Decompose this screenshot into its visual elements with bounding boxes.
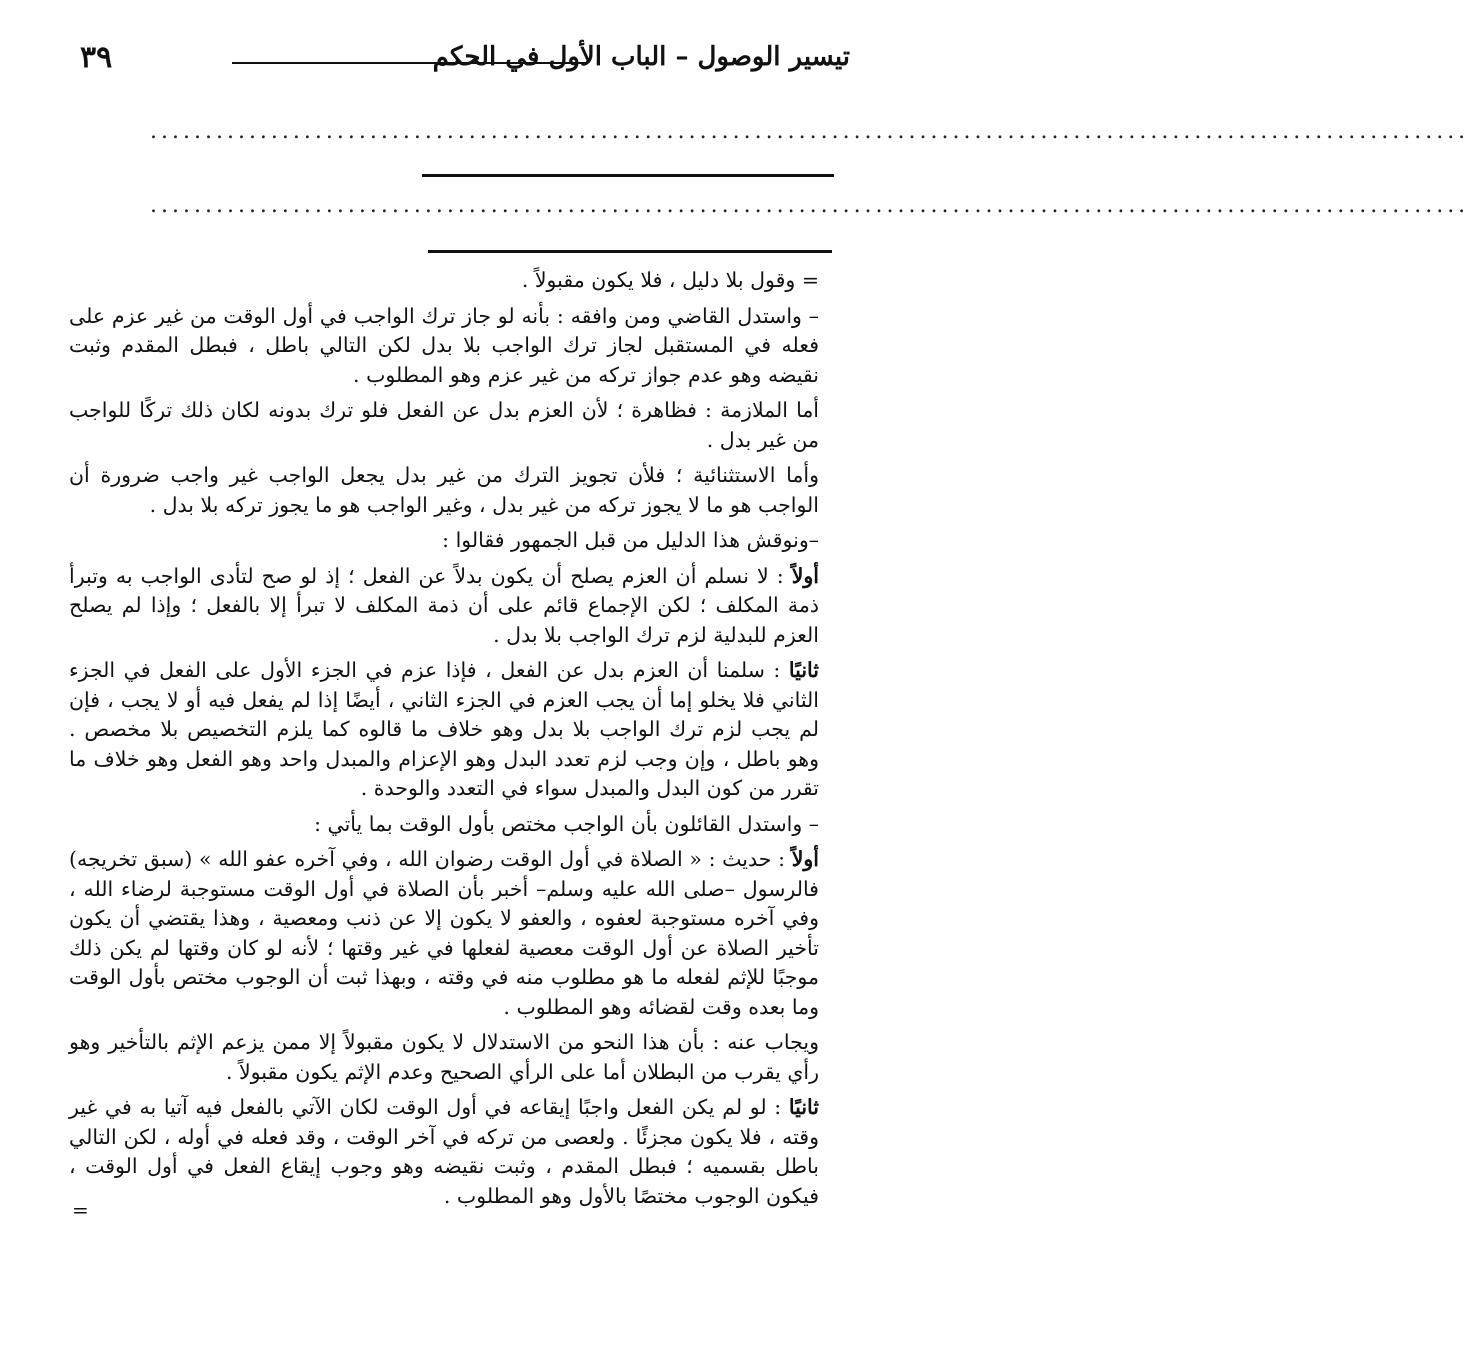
paragraph <box>69 1028 819 1087</box>
paragraph-text: – واستدل القاضي ومن وافقه : بأنه لو جاز ترك الواجب في أول الوقت من غير عزم على فعله في المستقبل لجاز ترك الواجب بلا بدل لكن التالي باطل ، فبطل المقدم وثبت نقيضه وهو عدم جواز تركه من غير عزم وهو المطلوب . <box>69 303 819 387</box>
paragraph <box>69 302 819 391</box>
paragraph-text: ويجاب عنه : بأن هذا النحو من الاستدلال لا يكون مقبولاً إلا ممن يزعم الإثم بالتأخير وهو رأي يقرب من البطلان أما على الرأي الصحيح وعدم الإثم يكون مقبولاً . <box>69 1030 819 1084</box>
paragraph-lead: ثانيًا <box>788 658 819 682</box>
paragraph <box>69 266 819 296</box>
paragraph-text: : لو لم يكن الفعل واجبًا إيقاعه في أول الوقت لكان الآتي بالفعل فيه آتيا به في غير وقته ، فلا يكون مجزئًا . ولعصى من تركه في آخر الوقت ، وقد فعله في أوله ، لكن التالي باطل بقسميه ؛ فبطل المقدم ، وثبت نقيضه وهو وجوب إيقاع الفعل في أول الوقت ، فيكون الوجوب مختصًا بالأول وهو المطلوب . <box>69 1095 819 1208</box>
paragraph-text: وأما الاستثنائية ؛ فلأن تجويز الترك من غير بدل يجعل الواجب غير واجب ضرورة أن الواجب هو ما لا يجوز تركه من غير بدل ، وغير الواجب هو ما يجوز تركه بلا بدل . <box>69 463 819 517</box>
paragraph-lead: ثانيًا <box>788 1095 819 1119</box>
paragraph-text: : سلمنا أن العزم بدل عن الفعل ، فإذا عزم في الجزء الأول على الفعل في الجزء الثاني فلا يخلو إما أن يجب العزم في الجزء الثاني ، أيضًا إذا لم يفعل فيه أو لا يجب ، فإن لم يجب لزم ترك الواجب بلا بدل وهو خلاف ما قالوه كما يلزم التخصيص بلا مخصص . وهو باطل ، وإن وجب لزم تعدد البدل وهو الإعزام والمبدل واحد وهو الفعل وهو خلاف ما تقرر من كون البدل والمبدل سواء في التعدد والوحدة . <box>69 658 819 800</box>
paragraph-lead: أولاً <box>791 563 819 588</box>
paragraph <box>69 396 819 455</box>
body-text <box>69 266 819 1211</box>
paragraph <box>69 526 819 556</box>
paragraph <box>69 845 819 1022</box>
paragraph-text: : لا نسلم أن العزم يصلح أن يكون بدلاً عن الفعل ؛ إذ لو صح لتأدى الواجب به وتبرأ ذمة المكلف ؛ لكن الإجماع قائم على أن ذمة المكلف لا تبرأ إلا بالفعل ؛ وإذا لم يصلح العزم للبدلية لزم ترك الواجب بلا بدل . <box>69 563 819 647</box>
running-header <box>60 40 850 90</box>
running-title: تيسير الوصول – الباب الأول في الحكم <box>432 42 850 72</box>
paragraph <box>69 656 819 804</box>
paragraph-text: – واستدل القائلون بأن الواجب مختص بأول الوقت بما يأتي : <box>314 811 819 836</box>
paragraph <box>69 562 819 651</box>
dotted-line-2: ........................................................................................................................ <box>150 193 1469 218</box>
paragraph-text: –ونوقش هذا الدليل من قبل الجمهور فقالوا : <box>442 528 819 552</box>
paragraph <box>69 810 819 840</box>
paragraph-text: = وقول بلا دليل ، فلا يكون مقبولاً . <box>521 268 819 292</box>
paragraph-text: : حديث : « الصلاة في أول الوقت رضوان الله ، وفي آخره عفو الله » (سبق تخريجه) فالرسول –صلى الله عليه وسلم– أخبر بأن الصلاة في أول الوقت مستوجبة لرضاء الله ، وفي آخره مستوجبة لعفوه ، والعفو لا يكون إلا عن ذنب ومعصية ، وهذا يقتضي أن يكون تأخير الصلاة عن أول الوقت معصية لفعلها في غير وقتها ؛ لأنه لو كان وقتها لم يكن ذلك موجبًا للإثم لفعله ما هو مطلوب منه في وقته ، وبهذا ثبت أن الوجوب مختص بأول الوقت وما بعده وقت لقضائه وهو المطلوب . <box>69 847 819 1019</box>
horizontal-rule-2 <box>428 250 832 253</box>
continuation-mark: = <box>72 1198 89 1222</box>
dotted-line-1: ........................................................................................................................ <box>150 119 1469 144</box>
horizontal-rule-1 <box>422 174 834 177</box>
page-number: ٣٩ <box>80 40 113 75</box>
paragraph-text: أما الملازمة : فظاهرة ؛ لأن العزم بدل عن الفعل فلو ترك بدونه لكان ذلك تركًا للواجب من غير بدل . <box>69 398 819 452</box>
paragraph <box>69 1093 819 1211</box>
paragraph-lead: أولاً <box>791 847 819 871</box>
paragraph <box>69 461 819 520</box>
